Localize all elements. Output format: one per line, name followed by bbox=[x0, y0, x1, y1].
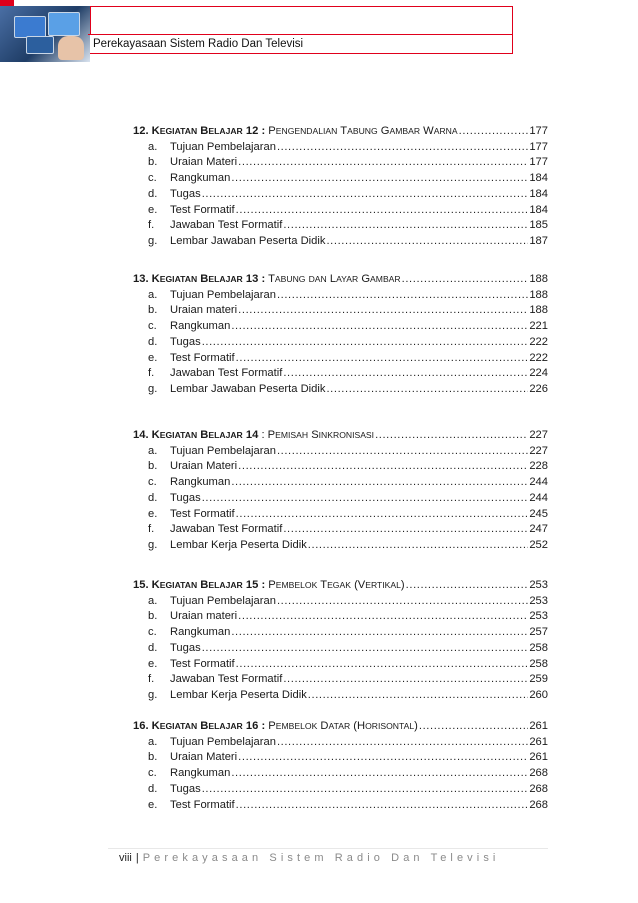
toc-item-label: Jawaban Test Formatif bbox=[170, 523, 283, 536]
toc-item-letter: c. bbox=[148, 476, 157, 489]
toc-item[interactable] bbox=[148, 139, 548, 154]
toc-item-letter: f. bbox=[148, 523, 155, 536]
toc-item-letter: e. bbox=[148, 507, 158, 520]
dot-leader bbox=[231, 476, 528, 489]
dot-leader bbox=[277, 445, 528, 458]
toc-page-number: 252 bbox=[529, 538, 548, 551]
toc-section-prefix: KEGIATAN BELAJAR 15 : bbox=[151, 579, 266, 591]
toc-page-number: 188 bbox=[529, 304, 548, 317]
toc-item-letter: e. bbox=[148, 657, 158, 670]
toc-item[interactable] bbox=[148, 154, 548, 169]
toc-item[interactable] bbox=[148, 765, 548, 780]
toc-page-number: 222 bbox=[529, 351, 548, 364]
toc-item[interactable] bbox=[148, 624, 548, 639]
toc-page-number: 185 bbox=[529, 219, 548, 232]
toc-section-topic: PEMBELOK TEGAK (VERTIKAL) bbox=[268, 579, 405, 591]
toc-item-label: Lembar Jawaban Peserta Didik bbox=[170, 382, 326, 395]
footer-title: Perekayasaan Sistem Radio Dan Televisi bbox=[142, 852, 500, 864]
toc-item[interactable] bbox=[148, 217, 548, 232]
toc-item-label: Jawaban Test Formatif bbox=[170, 367, 283, 380]
toc-page-number: 245 bbox=[529, 507, 548, 520]
dot-leader bbox=[231, 320, 528, 333]
footer bbox=[119, 852, 499, 864]
dot-leader bbox=[277, 289, 528, 302]
toc-section-number: 15. bbox=[133, 579, 152, 591]
toc-item[interactable] bbox=[148, 287, 548, 302]
toc-item-letter: f. bbox=[148, 367, 155, 380]
toc-item[interactable] bbox=[148, 474, 548, 489]
toc-item[interactable] bbox=[148, 302, 548, 317]
toc-item[interactable] bbox=[148, 671, 548, 686]
toc-page-number: 177 bbox=[529, 125, 548, 137]
toc-item-letter: a. bbox=[148, 140, 158, 153]
dot-leader bbox=[202, 188, 529, 201]
toc-item-letter: d. bbox=[148, 491, 158, 504]
toc-item-label: Uraian Materi bbox=[170, 460, 238, 473]
tv-screen-icon bbox=[48, 12, 80, 36]
toc-page-number: 227 bbox=[529, 444, 548, 457]
tv-screen-icon bbox=[14, 16, 46, 38]
toc-page-number: 261 bbox=[529, 735, 548, 748]
toc-page-number: 177 bbox=[529, 140, 548, 153]
toc-section-number: 14. bbox=[133, 429, 152, 441]
dot-leader bbox=[236, 658, 529, 671]
toc-item-label: Rangkuman bbox=[170, 320, 231, 333]
dot-leader bbox=[308, 539, 529, 552]
toc-item-label: Uraian Materi bbox=[170, 751, 238, 764]
toc-item-letter: d. bbox=[148, 782, 158, 795]
toc-item-letter: d. bbox=[148, 187, 158, 200]
toc-page-number: 261 bbox=[529, 751, 548, 764]
toc-section-topic: TABUNG DAN LAYAR GAMBAR bbox=[268, 273, 401, 285]
toc-item-letter: e. bbox=[148, 798, 158, 811]
header-frame-edge bbox=[90, 6, 91, 34]
toc-page-number: 222 bbox=[529, 335, 548, 348]
toc-item-label: Test Formatif bbox=[170, 798, 235, 811]
toc-item-letter: b. bbox=[148, 304, 158, 317]
toc-item[interactable] bbox=[148, 656, 548, 671]
toc-section-heading[interactable] bbox=[133, 271, 548, 286]
toc-item[interactable] bbox=[148, 608, 548, 623]
dot-leader bbox=[283, 367, 528, 380]
toc-item-letter: d. bbox=[148, 641, 158, 654]
toc-item-letter: a. bbox=[148, 594, 158, 607]
dot-leader bbox=[238, 304, 528, 317]
toc-item-letter: b. bbox=[148, 751, 158, 764]
dot-leader bbox=[283, 523, 528, 536]
toc-page-number: 258 bbox=[529, 641, 548, 654]
header-title: Perekayasaan Sistem Radio Dan Televisi bbox=[93, 38, 304, 50]
toc-item-letter: c. bbox=[148, 172, 157, 185]
toc-item[interactable] bbox=[148, 506, 548, 521]
toc-item-label: Uraian materi bbox=[170, 304, 238, 317]
toc-item-label: Tujuan Pembelajaran bbox=[170, 140, 276, 153]
toc-item[interactable] bbox=[148, 365, 548, 380]
tv-screen-icon bbox=[26, 36, 54, 54]
toc-item-label: Tugas bbox=[170, 782, 201, 795]
toc-section-title bbox=[133, 125, 458, 138]
toc-page-number: 188 bbox=[529, 273, 548, 285]
toc-page-number: 258 bbox=[529, 657, 548, 670]
toc-item-label: Rangkuman bbox=[170, 767, 231, 780]
dot-leader bbox=[202, 492, 529, 505]
toc-section-prefix: KEGIATAN BELAJAR 13 : bbox=[151, 273, 266, 285]
toc-item[interactable] bbox=[148, 186, 548, 201]
dot-leader bbox=[238, 460, 528, 473]
toc-item-letter: g. bbox=[148, 234, 158, 247]
toc-page-number: 253 bbox=[529, 610, 548, 623]
toc-item-letter: c. bbox=[148, 626, 157, 639]
toc-section-title bbox=[133, 720, 418, 733]
dot-leader bbox=[231, 626, 528, 639]
toc-item-label: Tujuan Pembelajaran bbox=[170, 288, 276, 301]
toc-item-label: Tujuan Pembelajaran bbox=[170, 444, 276, 457]
toc-page-number: 184 bbox=[529, 187, 548, 200]
toc-item[interactable] bbox=[148, 350, 548, 365]
toc-item[interactable] bbox=[148, 381, 548, 396]
dot-leader bbox=[231, 767, 528, 780]
dot-leader bbox=[238, 156, 528, 169]
toc-item[interactable] bbox=[148, 458, 548, 473]
toc-section-heading[interactable] bbox=[133, 718, 548, 733]
toc-item[interactable] bbox=[148, 734, 548, 749]
toc-section-number: 13. bbox=[133, 273, 152, 285]
header-tv-thumbnail bbox=[0, 6, 90, 62]
hand-icon bbox=[58, 36, 84, 60]
toc-page-number: 261 bbox=[529, 720, 548, 732]
toc-page-number: 184 bbox=[529, 203, 548, 216]
toc-item-letter: d. bbox=[148, 335, 158, 348]
dot-leader bbox=[236, 352, 529, 365]
toc-item-letter: c. bbox=[148, 767, 157, 780]
toc-item-letter: a. bbox=[148, 288, 158, 301]
dot-leader bbox=[236, 204, 529, 217]
toc-page-number: 226 bbox=[529, 382, 548, 395]
dot-leader bbox=[202, 336, 529, 349]
toc-section-heading[interactable] bbox=[133, 427, 548, 442]
dot-leader bbox=[277, 141, 528, 154]
toc-item[interactable] bbox=[148, 749, 548, 764]
toc-item-letter: g. bbox=[148, 382, 158, 395]
toc-item-label: Tugas bbox=[170, 491, 201, 504]
dot-leader bbox=[236, 508, 529, 521]
toc-item[interactable] bbox=[148, 202, 548, 217]
footer-divider bbox=[108, 848, 548, 849]
dot-leader bbox=[202, 642, 529, 655]
toc-section-heading[interactable] bbox=[133, 577, 548, 592]
toc-item-letter: g. bbox=[148, 538, 158, 551]
dot-leader bbox=[375, 429, 528, 442]
toc-page-number: 244 bbox=[529, 491, 548, 504]
toc-page-number: 253 bbox=[529, 579, 548, 591]
toc-item[interactable] bbox=[148, 443, 548, 458]
toc-item-label: Rangkuman bbox=[170, 476, 231, 489]
toc-item-letter: g. bbox=[148, 688, 158, 701]
toc-page-number: 224 bbox=[529, 367, 548, 380]
toc-item-letter: b. bbox=[148, 156, 158, 169]
toc-item-label: Lembar Kerja Peserta Didik bbox=[170, 538, 307, 551]
toc-item[interactable] bbox=[148, 797, 548, 812]
toc-item-letter: f. bbox=[148, 219, 155, 232]
toc-page-number: 268 bbox=[529, 782, 548, 795]
toc-item[interactable] bbox=[148, 318, 548, 333]
toc-item-letter: f. bbox=[148, 673, 155, 686]
toc-item-label: Rangkuman bbox=[170, 626, 231, 639]
toc-item-label: Tugas bbox=[170, 641, 201, 654]
toc-section-topic: : PEMISAH SINKRONISASI bbox=[261, 429, 375, 441]
toc-page-number: 257 bbox=[529, 626, 548, 639]
toc-item-letter: c. bbox=[148, 320, 157, 333]
toc-item-label: Tujuan Pembelajaran bbox=[170, 735, 276, 748]
dot-leader bbox=[326, 235, 528, 248]
toc-item[interactable] bbox=[148, 233, 548, 248]
toc-item-label: Uraian Materi bbox=[170, 156, 238, 169]
dot-leader bbox=[236, 799, 529, 812]
toc-section-number: 16. bbox=[133, 720, 152, 732]
toc-item[interactable] bbox=[148, 334, 548, 349]
dot-leader bbox=[308, 689, 529, 702]
toc-item-label: Uraian materi bbox=[170, 610, 238, 623]
toc-section-heading[interactable] bbox=[133, 123, 548, 138]
dot-leader bbox=[238, 610, 528, 623]
dot-leader bbox=[231, 172, 528, 185]
toc-section-prefix: KEGIATAN BELAJAR 12 : bbox=[151, 125, 266, 137]
toc-page-number: 260 bbox=[529, 688, 548, 701]
toc-item[interactable] bbox=[148, 170, 548, 185]
dot-leader bbox=[402, 273, 529, 286]
toc-item-letter: a. bbox=[148, 735, 158, 748]
dot-leader bbox=[283, 673, 528, 686]
toc-item-letter: a. bbox=[148, 444, 158, 457]
toc-item-label: Tugas bbox=[170, 187, 201, 200]
toc-section-prefix: KEGIATAN BELAJAR 14 bbox=[151, 429, 259, 441]
toc-item-label: Test Formatif bbox=[170, 203, 235, 216]
toc-section-number: 12. bbox=[133, 125, 152, 137]
toc-item[interactable] bbox=[148, 640, 548, 655]
toc-page-number: 177 bbox=[529, 156, 548, 169]
toc-item-label: Lembar Jawaban Peserta Didik bbox=[170, 234, 326, 247]
toc-item-label: Test Formatif bbox=[170, 351, 235, 364]
dot-leader bbox=[419, 720, 528, 733]
toc-item-label: Jawaban Test Formatif bbox=[170, 219, 283, 232]
dot-leader bbox=[326, 383, 528, 396]
dot-leader bbox=[459, 125, 529, 138]
toc-page-number: 247 bbox=[529, 523, 548, 536]
toc-item-letter: b. bbox=[148, 610, 158, 623]
dot-leader bbox=[202, 783, 529, 796]
toc-section-topic: PENGENDALIAN TABUNG GAMBAR WARNA bbox=[268, 125, 458, 137]
toc-section-title bbox=[133, 273, 401, 286]
toc-page-number: 187 bbox=[529, 234, 548, 247]
footer-page-number: viii bbox=[119, 852, 132, 864]
toc-page-number: 184 bbox=[529, 172, 548, 185]
toc-item-label: Tugas bbox=[170, 335, 201, 348]
toc-item-label: Test Formatif bbox=[170, 657, 235, 670]
toc-page-number: 268 bbox=[529, 798, 548, 811]
toc-page-number: 244 bbox=[529, 476, 548, 489]
toc-item-label: Test Formatif bbox=[170, 507, 235, 520]
toc-page-number: 268 bbox=[529, 767, 548, 780]
toc-page-number: 188 bbox=[529, 288, 548, 301]
toc-page-number: 227 bbox=[529, 429, 548, 441]
toc-section-title bbox=[133, 429, 374, 442]
toc-item[interactable] bbox=[148, 490, 548, 505]
dot-leader bbox=[277, 736, 528, 749]
toc-page-number: 259 bbox=[529, 673, 548, 686]
toc-section-topic: PEMBELOK DATAR (HORISONTAL) bbox=[268, 720, 418, 732]
toc-page-number: 228 bbox=[529, 460, 548, 473]
toc-item-letter: e. bbox=[148, 351, 158, 364]
toc-item-letter: e. bbox=[148, 203, 158, 216]
toc-section-title bbox=[133, 579, 405, 592]
toc-page-number: 221 bbox=[529, 320, 548, 333]
toc-item[interactable] bbox=[148, 537, 548, 552]
toc-item-letter: b. bbox=[148, 460, 158, 473]
toc-item[interactable] bbox=[148, 593, 548, 608]
dot-leader bbox=[238, 751, 528, 764]
toc-item-label: Jawaban Test Formatif bbox=[170, 673, 283, 686]
toc-item-label: Rangkuman bbox=[170, 172, 231, 185]
toc-section-prefix: KEGIATAN BELAJAR 16 : bbox=[151, 720, 266, 732]
dot-leader bbox=[406, 579, 529, 592]
toc-item[interactable] bbox=[148, 521, 548, 536]
dot-leader bbox=[283, 219, 528, 232]
toc-item-label: Lembar Kerja Peserta Didik bbox=[170, 688, 307, 701]
toc-item[interactable] bbox=[148, 781, 548, 796]
toc-item-label: Tujuan Pembelajaran bbox=[170, 594, 276, 607]
footer-separator: | bbox=[135, 852, 139, 864]
dot-leader bbox=[277, 595, 528, 608]
toc-item[interactable] bbox=[148, 687, 548, 702]
toc-page-number: 253 bbox=[529, 594, 548, 607]
